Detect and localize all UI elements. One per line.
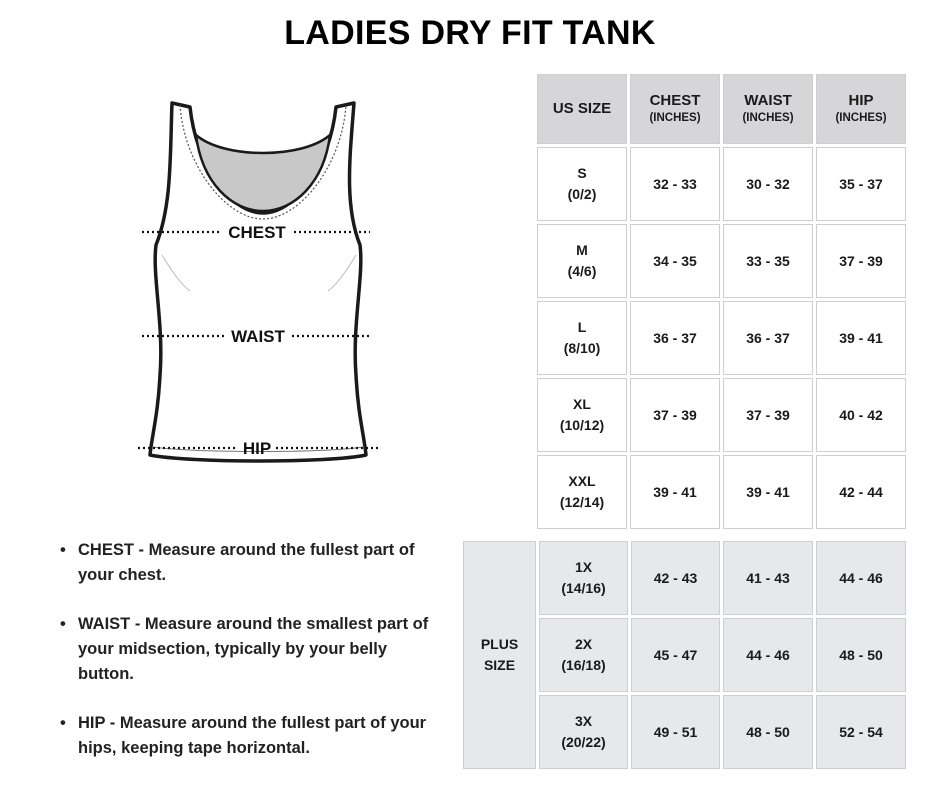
waist-value: 37 - 39 [746,407,790,423]
size-numeric: (0/2) [567,186,597,202]
hip-value: 44 - 46 [839,570,883,586]
chest-value: 32 - 33 [653,176,697,192]
size-letter: 2X [574,636,593,652]
header-hip-unit: (INCHES) [835,112,887,124]
size-cell-l [537,301,627,375]
header-us-size-label: US SIZE [552,100,612,117]
size-letter: S [577,165,587,181]
size-cell-1x [539,541,628,615]
plus-label-line2: SIZE [483,657,516,673]
hip-value-s [816,147,906,221]
waist-value-1x [723,541,813,615]
plus-size-label-cell [463,541,536,769]
header-us-size [537,74,627,144]
chest-label: CHEST [228,223,286,242]
waist-value: 36 - 37 [746,330,790,346]
measurement-instructions [60,538,430,785]
chest-value: 36 - 37 [653,330,697,346]
chest-value: 45 - 47 [653,647,698,663]
size-cell-s [537,147,627,221]
waist-value-m [723,224,813,298]
size-numeric: (14/16) [561,580,606,596]
hip-value: 48 - 50 [839,647,883,663]
hip-label: HIP [242,439,272,458]
bullet-icon: • [60,615,66,633]
page-title: LADIES DRY FIT TANK [284,14,656,52]
hip-value: 37 - 39 [839,253,883,269]
hip-instruction-text: HIP - Measure around the fullest part of your hips, keeping tape horizontal. [78,714,427,757]
waist-value: 48 - 50 [746,724,790,740]
size-numeric: (12/14) [559,494,605,510]
tank-top-diagram [130,95,390,475]
hip-value-3x [816,695,906,769]
header-chest-unit: (INCHES) [649,112,701,124]
chest-value-xxl [630,455,720,529]
waist-label: WAIST [231,327,285,346]
chest-value: 37 - 39 [653,407,697,423]
size-letter: 1X [574,559,593,575]
size-letter: M [576,242,588,258]
hip-value: 35 - 37 [839,176,883,192]
waist-instruction [60,612,430,687]
header-chest-label: CHEST [649,92,701,109]
size-numeric: (8/10) [563,340,601,356]
header-hip [816,74,906,144]
header-waist-label: WAIST [744,92,792,109]
chest-value: 39 - 41 [653,484,697,500]
waist-value: 33 - 35 [746,253,790,269]
size-letter: 3X [574,713,593,729]
chest-value-1x [631,541,720,615]
waist-value: 39 - 41 [746,484,790,500]
hip-value: 39 - 41 [839,330,883,346]
chest-value: 49 - 51 [653,724,698,740]
chest-value-2x [631,618,720,692]
chest-value: 42 - 43 [653,570,698,586]
waist-value-l [723,301,813,375]
size-cell-3x [539,695,628,769]
size-letter: XL [573,396,591,412]
size-cell-2x [539,618,628,692]
header-chest [630,74,720,144]
header-waist [723,74,813,144]
hip-value-l [816,301,906,375]
hip-value: 42 - 44 [839,484,883,500]
header-waist-unit: (INCHES) [742,112,794,124]
hip-value-xl [816,378,906,452]
plus-label-line1: PLUS [480,636,519,652]
chest-value-l [630,301,720,375]
bullet-icon: • [60,541,66,559]
size-numeric: (16/18) [561,657,606,673]
size-cell-xxl [537,455,627,529]
chest-value-3x [631,695,720,769]
bullet-icon: • [60,714,66,732]
chest-value-m [630,224,720,298]
size-numeric: (4/6) [567,263,597,279]
size-numeric: (20/22) [561,734,606,750]
size-cell-xl [537,378,627,452]
size-cell-m [537,224,627,298]
waist-instruction-text: WAIST - Measure around the smallest part of your midsection, typically by your belly button. [78,615,429,683]
hip-value: 52 - 54 [839,724,883,740]
waist-value-s [723,147,813,221]
size-letter: XXL [568,473,596,489]
chest-value: 34 - 35 [653,253,697,269]
size-letter: L [577,319,587,335]
hip-value-2x [816,618,906,692]
hip-value: 40 - 42 [839,407,883,423]
hip-value-1x [816,541,906,615]
chest-instruction [60,538,430,588]
chest-instruction-text: CHEST - Measure around the fullest part of your chest. [78,541,415,584]
hip-value-xxl [816,455,906,529]
waist-value-2x [723,618,813,692]
chest-value-s [630,147,720,221]
size-numeric: (10/12) [559,417,605,433]
waist-value: 41 - 43 [746,570,790,586]
header-hip-label: HIP [848,92,874,109]
waist-value-3x [723,695,813,769]
waist-value-xl [723,378,813,452]
waist-value: 30 - 32 [746,176,790,192]
hip-value-m [816,224,906,298]
waist-value: 44 - 46 [746,647,790,663]
waist-value-xxl [723,455,813,529]
chest-value-xl [630,378,720,452]
hip-instruction [60,711,430,761]
